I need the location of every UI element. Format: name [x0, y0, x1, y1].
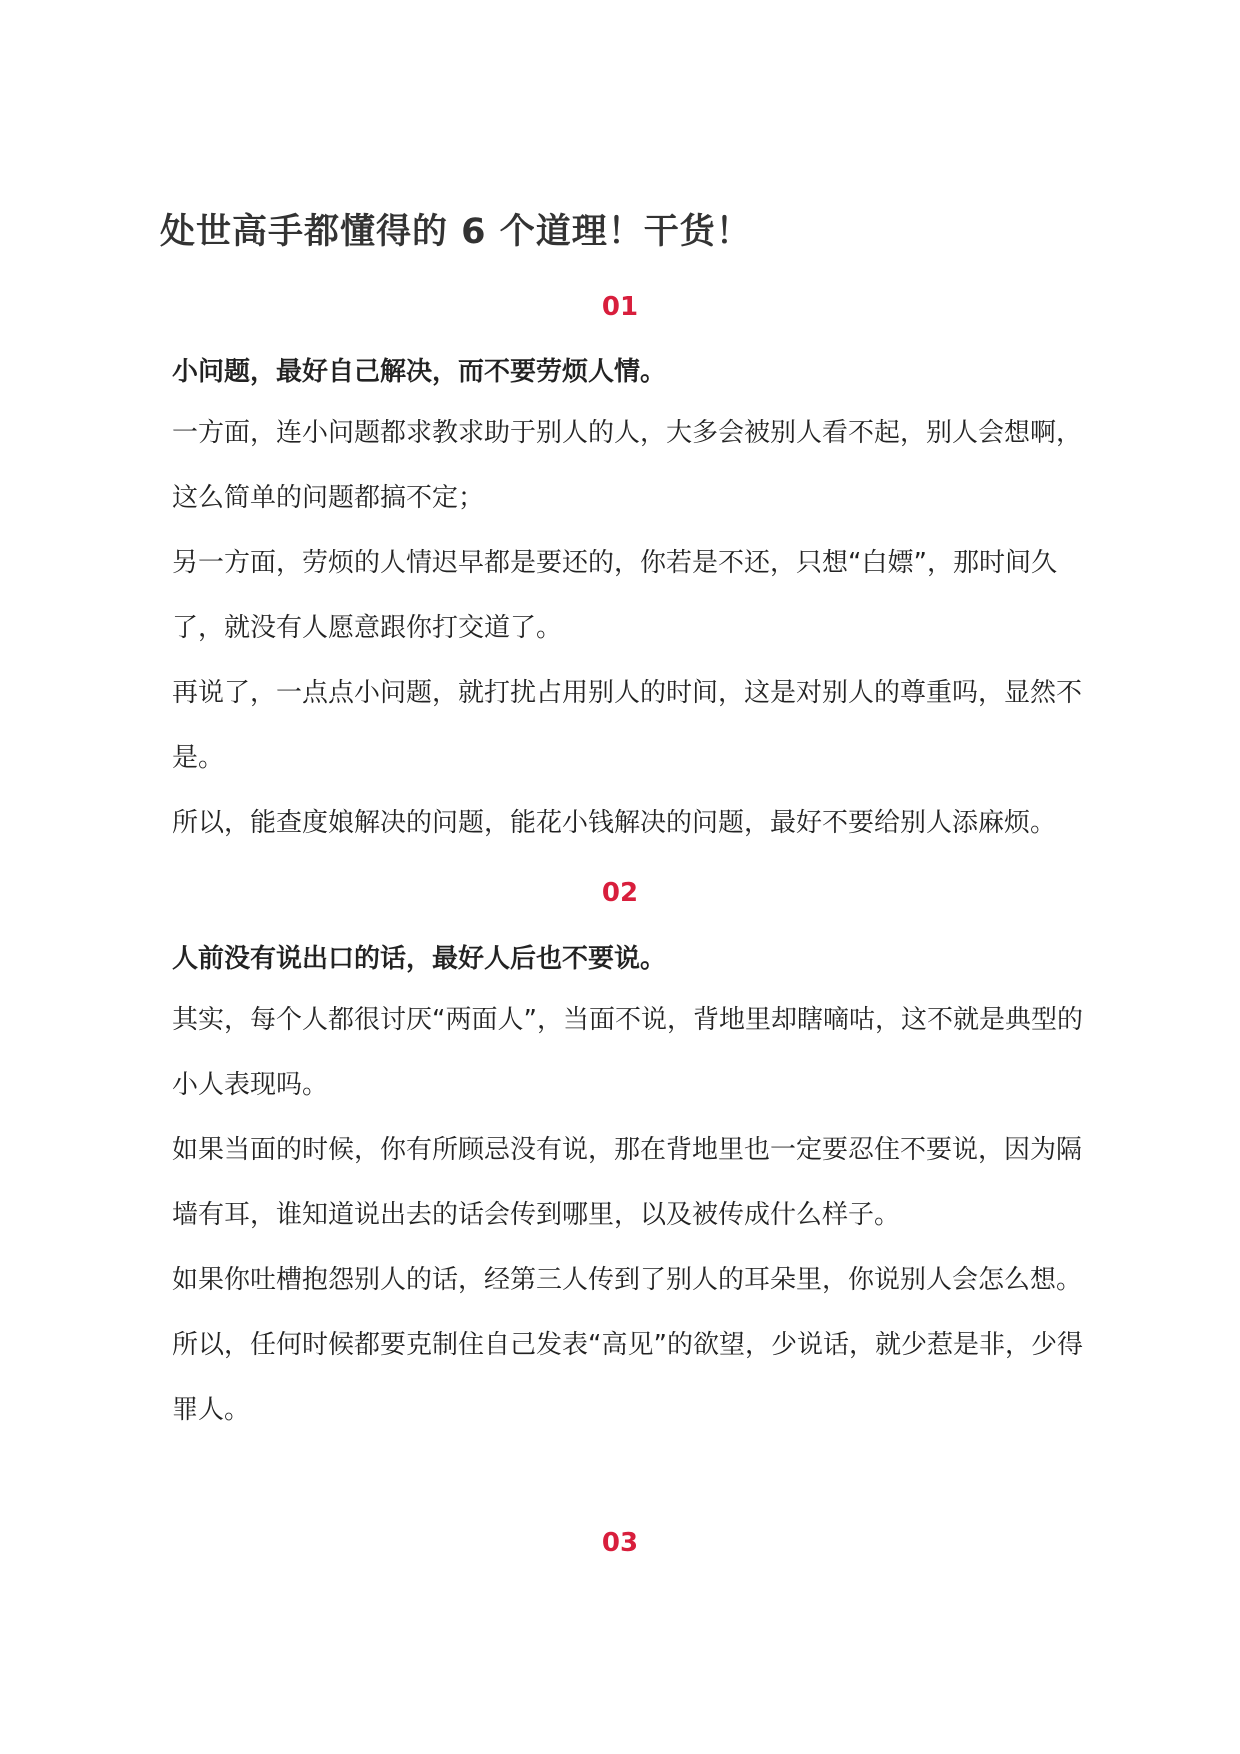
paragraph: 如果你吐槽抱怨别人的话，经第三人传到了别人的耳朵里，你说别人会怎么想。 — [172, 1265, 1083, 1295]
paragraph: 如果当面的时候，你有所顾忌没有说，那在背地里也一定要忍住不要说，因为隔墙有耳，谁知道说出去的话会传到哪里，以及被传成什么样子。 — [172, 1135, 1083, 1230]
section-heading: 人前没有说出口的话，最好人后也不要说。 — [172, 944, 667, 974]
paragraph: 所以，能查度娘解决的问题，能花小钱解决的问题，最好不要给别人添麻烦。 — [172, 808, 1057, 838]
section-body — [172, 930, 1092, 1443]
section-number: 01 — [601, 292, 639, 322]
document-title: 处世高手都懂得的 6 个道理！干货！ — [160, 212, 752, 252]
section-number: 02 — [601, 878, 639, 908]
section-heading: 小问题，最好自己解决，而不要劳烦人情。 — [172, 357, 667, 387]
paragraph: 再说了，一点点小问题，就打扰占用别人的时间，这是对别人的尊重吗，显然不是。 — [172, 678, 1083, 773]
paragraph: 另一方面，劳烦的人情迟早都是要还的，你若是不还，只想“白嫖”，那时间久了，就没有人愿意跟你打交道了。 — [172, 548, 1057, 643]
section-body — [172, 343, 1092, 856]
paragraph: 一方面，连小问题都求教求助于别人的人，大多会被别人看不起，别人会想啊，这么简单的问题都搞不定； — [172, 418, 1083, 513]
paragraph: 其实，每个人都很讨厌“两面人”，当面不说，背地里却瞎嘀咕，这不就是典型的小人表现吗。 — [172, 1005, 1083, 1100]
section-number: 03 — [601, 1528, 639, 1558]
paragraph: 所以，任何时候都要克制住自己发表“高见”的欲望，少说话，就少惹是非，少得罪人。 — [172, 1330, 1083, 1425]
